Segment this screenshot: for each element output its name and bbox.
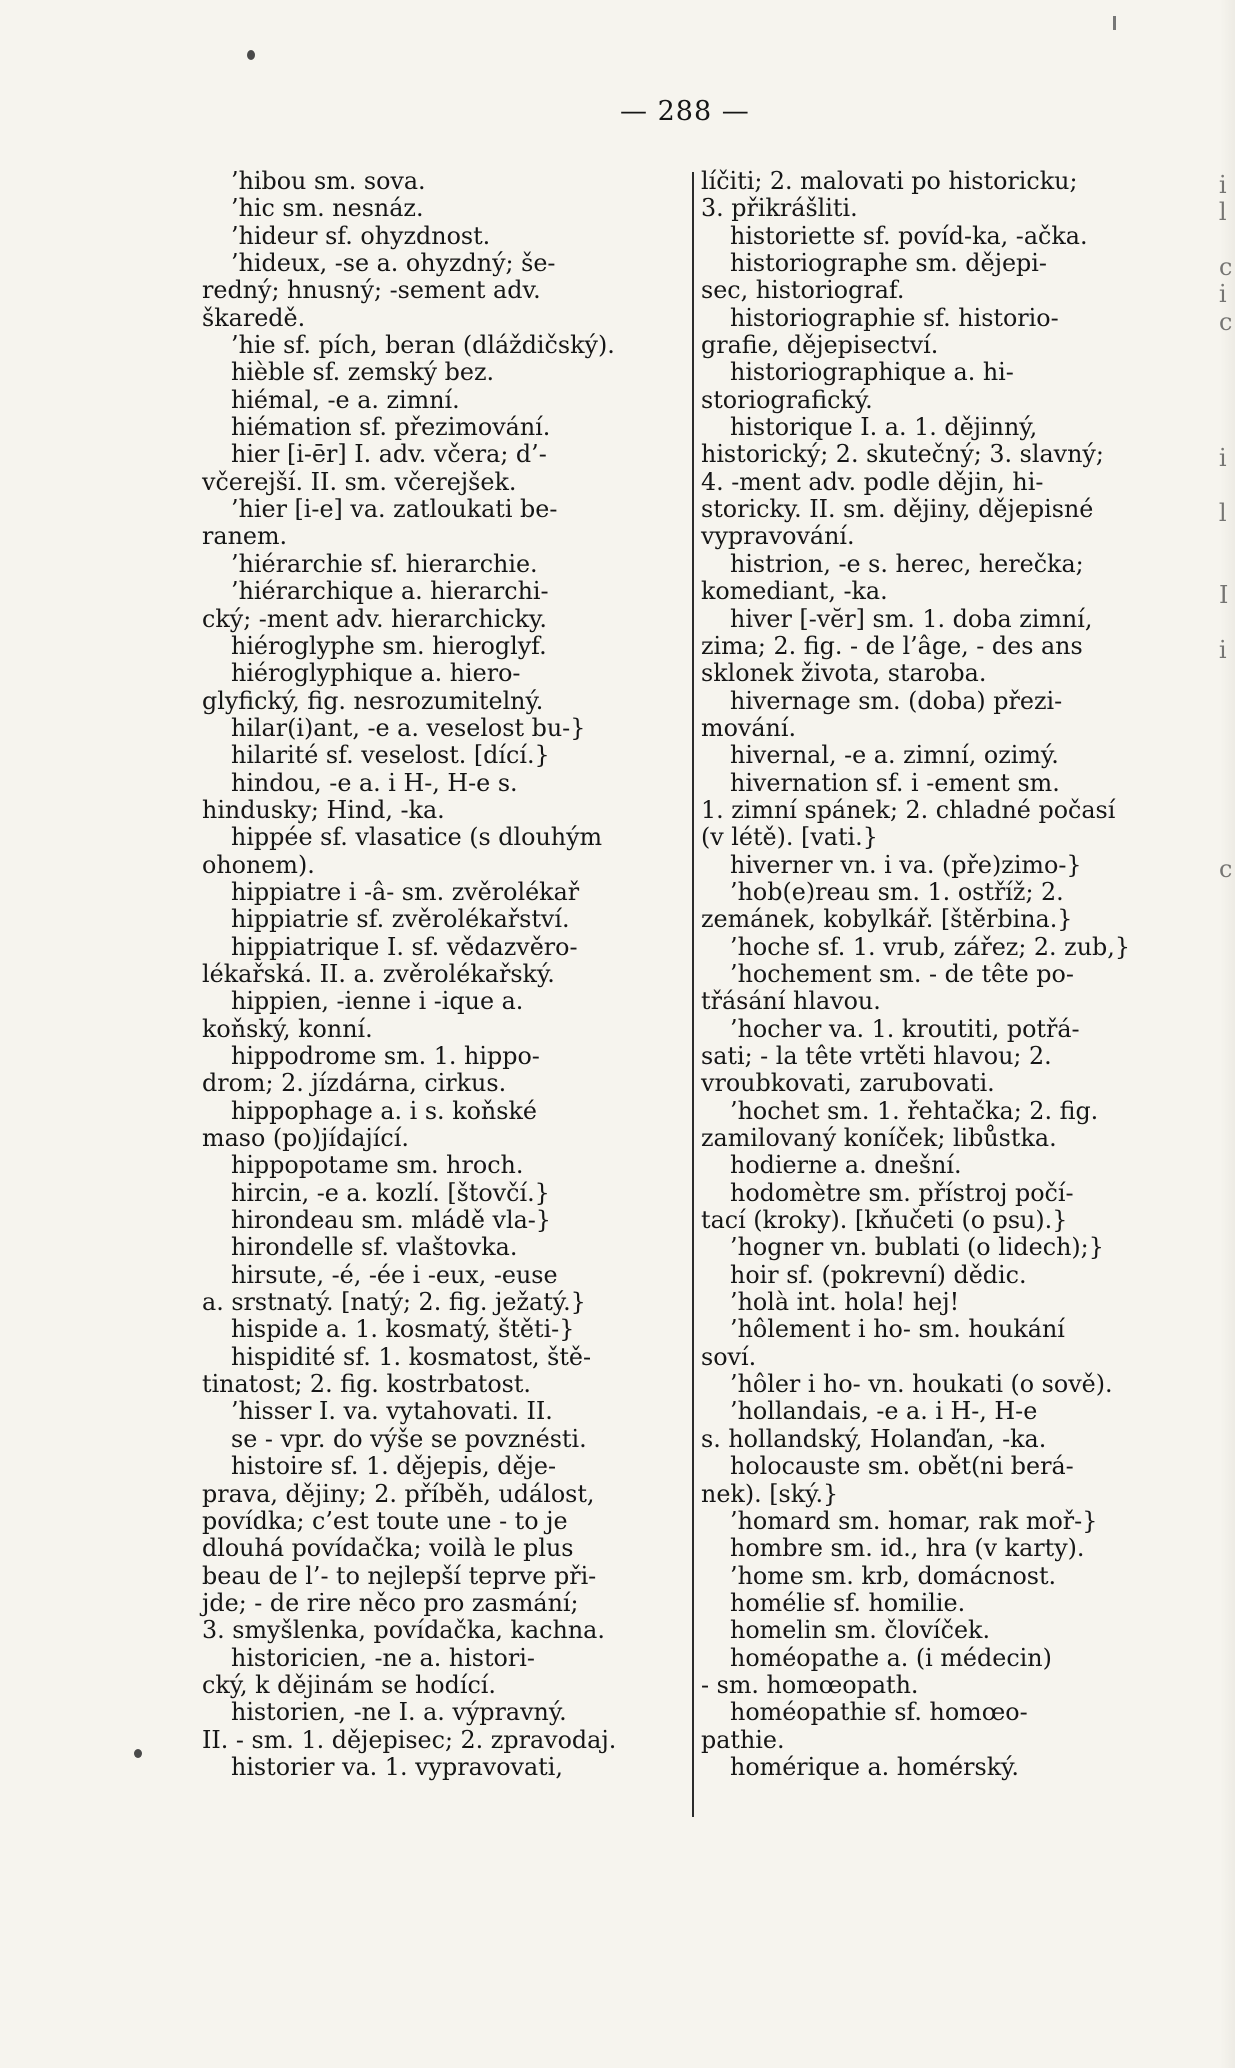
- continuation-line: storiografický.: [701, 385, 873, 414]
- entry-line: ’hob(e)reau sm. 1. ostříž; 2.: [730, 877, 1064, 906]
- entry-line: hirondeau sm. mládě vla-}: [231, 1206, 551, 1235]
- entry-line: hiverner vn. i va. (pře)zimo-}: [730, 850, 1082, 879]
- entry-line: hispidité sf. 1. kosmatost, ště-: [231, 1342, 592, 1371]
- entry-line: hodierne a. dnešní.: [730, 1151, 962, 1180]
- continuation-line: zima; 2. fig. - de l’âge, - des ans: [701, 631, 1083, 660]
- entry-line: ’hocher va. 1. kroutiti, potřá-: [730, 1014, 1080, 1043]
- entry-line: ’hideux, -se a. ohyzdný; še-: [231, 249, 556, 278]
- entry-line: hodomètre sm. přístroj počí-: [730, 1178, 1074, 1207]
- continuation-line: zemánek, kobylkář. [štěrbina.}: [701, 905, 1073, 934]
- entry-line: historique I. a. 1. dějinný,: [730, 413, 1038, 442]
- continuation-line: pathie.: [701, 1725, 785, 1754]
- entry-line: hiémal, -e a. zimní.: [231, 385, 460, 414]
- entry-line: homelin sm. človíček.: [730, 1616, 991, 1645]
- continuation-line: 3. smyšlenka, povídačka, kachna.: [202, 1616, 605, 1645]
- continuation-line: škaredě.: [202, 303, 306, 332]
- entry-line: hippiatre i -â- sm. zvěrolékař: [231, 877, 580, 906]
- entry-line: ’hie sf. pích, beran (dláždičský).: [231, 331, 615, 360]
- entry-line: histoire sf. 1. dějepis, děje-: [231, 1452, 557, 1481]
- entry-line: hiéroglyphique a. hiero-: [231, 659, 521, 688]
- entry-line: historiographe sm. dějepi-: [730, 249, 1047, 278]
- entry-line: ’hiérarchie sf. hierarchie.: [231, 549, 538, 578]
- margin-char: c: [1219, 253, 1233, 282]
- continuation-line: drom; 2. jízdárna, cirkus.: [202, 1069, 507, 1098]
- margin-char: l: [1219, 499, 1227, 528]
- entry-line: hispide a. 1. kosmatý, štěti-}: [231, 1315, 575, 1344]
- column-divider: [692, 172, 694, 1817]
- continuation-line: maso (po)jídající.: [202, 1124, 409, 1153]
- entry-line: ’hochement sm. - de tête po-: [730, 959, 1074, 988]
- continuation-line: redný; hnusný; -sement adv.: [202, 276, 541, 305]
- continuation-line: lékařská. II. a. zvěrolékařský.: [202, 959, 555, 988]
- continuation-line: - sm. homœopath.: [701, 1670, 919, 1699]
- entry-line: homélie sf. homilie.: [730, 1588, 966, 1617]
- entry-line: historiographie sf. historio-: [730, 303, 1059, 332]
- scan-speck: [1113, 16, 1116, 30]
- entry-line: se - vpr. do výše se povznésti.: [231, 1424, 587, 1453]
- continuation-line: s. hollandský, Holanďan, -ka.: [701, 1424, 1047, 1453]
- continuation-line: včerejší. II. sm. včerejšek.: [202, 467, 517, 496]
- entry-line: ’hôler i ho- vn. houkati (o sově).: [730, 1370, 1113, 1399]
- continuation-line: II. - sm. 1. dějepisec; 2. zpravodaj.: [202, 1725, 617, 1754]
- margin-char: i: [1219, 635, 1227, 664]
- continuation-line: a. srstnatý. [natý; 2. fig. ježatý.}: [202, 1288, 586, 1317]
- page-edge: [1220, 0, 1235, 2068]
- margin-char: i: [1219, 444, 1227, 473]
- entry-line: histrion, -e s. herec, herečka;: [730, 549, 1084, 578]
- entry-line: hivernation sf. i -ement sm.: [730, 768, 1060, 797]
- continuation-line: cký; -ment adv. hierarchicky.: [202, 604, 547, 633]
- entry-line: hindou, -e a. i H-, H-e s.: [231, 768, 518, 797]
- margin-char: I: [1219, 581, 1229, 610]
- entry-line: hilar(i)ant, -e a. veselost bu-}: [231, 713, 586, 742]
- continuation-line: dlouhá povídačka; voilà le plus: [202, 1534, 574, 1563]
- continuation-line: vypravování.: [701, 522, 855, 551]
- entry-line: hippodrome sm. 1. hippo-: [231, 1042, 540, 1070]
- left-column: [202, 168, 685, 1781]
- entry-line: hippopotame sm. hroch.: [231, 1151, 524, 1180]
- margin-char: i: [1219, 280, 1227, 309]
- entry-line: hiver [-vĕr] sm. 1. doba zimní,: [730, 604, 1093, 633]
- entry-line: ’hollandais, -e a. i H-, H-e: [730, 1397, 1038, 1426]
- entry-line: historiette sf. povíd-ka, -ačka.: [730, 221, 1088, 250]
- entry-line: homéopathe a. (i médecin): [730, 1643, 1052, 1672]
- entry-line: hippophage a. i s. koňské: [231, 1096, 537, 1125]
- continuation-line: historický; 2. skutečný; 3. slavný;: [701, 440, 1104, 469]
- continuation-line: komediant, -ka.: [701, 577, 888, 606]
- entry-line: holocauste sm. obět(ni berá-: [730, 1452, 1074, 1481]
- entry-line: historier va. 1. vypravovati,: [231, 1752, 563, 1781]
- continuation-line: storicky. II. sm. dějiny, dějepisné: [701, 495, 1094, 524]
- continuation-line: jde; - de rire něco pro zasmání;: [202, 1588, 579, 1617]
- entry-line: hippien, -ienne i -ique a.: [231, 987, 524, 1016]
- entry-line: historicien, -ne a. histori-: [231, 1643, 535, 1672]
- continuation-line: 3. přikrášliti.: [701, 194, 858, 223]
- continuation-line: mování.: [701, 713, 797, 742]
- entry-line: ’hoche sf. 1. vrub, zářez; 2. zub,}: [730, 932, 1130, 961]
- continuation-line: sati; - la tête vrtěti hlavou; 2.: [701, 1042, 1052, 1070]
- entry-line: homérique a. homérský.: [730, 1752, 1019, 1781]
- entry-line: hier [i-ēr] I. adv. včera; d’-: [231, 440, 547, 469]
- entry-line: ’hideur sf. ohyzdnost.: [231, 221, 491, 250]
- entry-line: homéopathie sf. homœo-: [730, 1698, 1028, 1727]
- entry-line: ’hochet sm. 1. řehtačka; 2. fig.: [730, 1096, 1099, 1125]
- continuation-line: tací (kroky). [kňučeti (o psu).}: [701, 1206, 1068, 1235]
- continuation-line: tinatost; 2. fig. kostrbatost.: [202, 1370, 531, 1399]
- continuation-line: cký, k dějinám se hodící.: [202, 1670, 496, 1699]
- entry-line: hippiatrie sf. zvěrolékařství.: [231, 905, 570, 934]
- entry-line: ’hogner vn. bublati (o lidech);}: [730, 1233, 1104, 1262]
- entry-line: hiéroglyphe sm. hieroglyf.: [231, 631, 547, 660]
- continuation-line: (v létě). [vati.}: [701, 823, 878, 852]
- entry-line: hoir sf. (pokrevní) dědic.: [730, 1260, 1027, 1289]
- entry-line: hivernal, -e a. zimní, ozimý.: [730, 741, 1059, 770]
- continuation-line: třásání hlavou.: [701, 987, 881, 1016]
- continuation-line: líčiti; 2. malovati po historicku;: [701, 167, 1078, 195]
- entry-line: hirsute, -é, -ée i -eux, -euse: [231, 1260, 558, 1289]
- entry-line: ’hic sm. nesnáz.: [231, 194, 424, 223]
- continuation-line: nek). [ský.}: [701, 1479, 839, 1508]
- continuation-line: koňský, konní.: [202, 1014, 373, 1043]
- right-column: [701, 168, 1179, 1781]
- margin-char: c: [1219, 307, 1233, 336]
- entry-line: ’hier [i-e] va. zatloukati be-: [231, 495, 558, 524]
- continuation-line: soví.: [701, 1342, 757, 1371]
- entry-line: hombre sm. id., hra (v karty).: [730, 1534, 1085, 1563]
- continuation-line: zamilovaný koníček; libůstka.: [701, 1124, 1057, 1153]
- continuation-line: glyfický, fig. nesrozumitelný.: [202, 686, 544, 715]
- continuation-line: grafie, dějepisectví.: [701, 331, 939, 360]
- entry-line: hivernage sm. (doba) přezi-: [730, 686, 1063, 715]
- entry-line: ’homard sm. homar, rak moř-}: [730, 1506, 1098, 1535]
- margin-char: l: [1219, 198, 1227, 227]
- entry-line: ’hiérarchique a. hierarchi-: [231, 577, 549, 606]
- continuation-line: ohonem).: [202, 850, 315, 879]
- entry-line: ’hôlement i ho- sm. houkání: [730, 1315, 1065, 1344]
- margin-char: i: [1219, 172, 1227, 199]
- page-number: — 288 —: [620, 96, 750, 127]
- continuation-line: 1. zimní spánek; 2. chladné počasí: [701, 795, 1116, 824]
- continuation-line: prava, dějiny; 2. příběh, událost,: [202, 1479, 595, 1508]
- continuation-line: ranem.: [202, 522, 288, 551]
- continuation-line: vroubkovati, zarubovati.: [701, 1069, 995, 1098]
- entry-line: hiémation sf. přezimování.: [231, 413, 551, 442]
- margin-char: c: [1219, 854, 1233, 883]
- entry-line: ’holà int. hola! hej!: [730, 1288, 960, 1317]
- scan-dot: [247, 50, 255, 60]
- scan-dot: [134, 1749, 142, 1758]
- entry-line: hippiatrique I. sf. vědazvěro-: [231, 932, 578, 961]
- entry-line: hilarité sf. veselost. [dící.}: [231, 741, 550, 770]
- continuation-line: 4. -ment adv. podle dějin, hi-: [701, 467, 1044, 496]
- entry-line: ’home sm. krb, domácnost.: [730, 1561, 1057, 1590]
- continuation-line: beau de l’- to nejlepší teprve při-: [202, 1561, 597, 1590]
- entry-line: hircin, -e a. kozlí. [štovčí.}: [231, 1178, 550, 1207]
- entry-line: historien, -ne I. a. výpravný.: [231, 1698, 567, 1727]
- continuation-line: sklonek života, staroba.: [701, 659, 987, 688]
- entry-line: ’hisser I. va. vytahovati. II.: [231, 1397, 553, 1426]
- continuation-line: hindusky; Hind, -ka.: [202, 795, 445, 824]
- entry-line: historiographique a. hi-: [730, 358, 1014, 387]
- entry-line: ’hibou sm. sova.: [231, 167, 426, 195]
- continuation-line: povídka; c’est toute une - to je: [202, 1506, 568, 1535]
- entry-line: hièble sf. zemský bez.: [231, 358, 495, 387]
- continuation-line: sec, historiograf.: [701, 276, 905, 305]
- entry-line: hirondelle sf. vlaštovka.: [231, 1233, 518, 1262]
- entry-line: hippée sf. vlasatice (s dlouhým: [231, 823, 603, 852]
